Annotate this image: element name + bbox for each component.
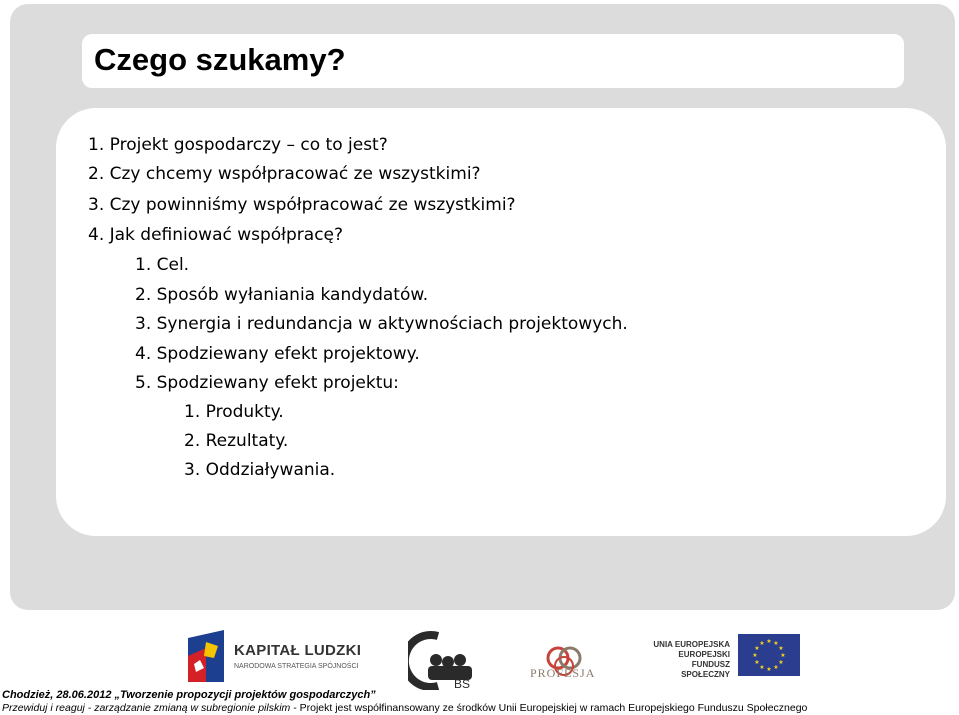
ue-label (648, 640, 730, 680)
footer-event-line: Chodzież, 28.06.2012 „Tworzenie propozycji projektów gospodarczych” (2, 689, 376, 701)
svg-text:★: ★ (754, 659, 760, 666)
kapital-ludzki-sub-label: NARODOWA STRATEGIA SPÓJNOŚCI (234, 663, 359, 670)
svg-text:★: ★ (773, 640, 779, 647)
list-item: 2. Czy chcemy współpracować ze wszystkimi? (88, 164, 481, 184)
list-item: 2. Rezultaty. (184, 431, 289, 451)
svg-text:★: ★ (778, 645, 784, 652)
profesja-logo-icon (536, 630, 596, 690)
slide-title: Czego szukamy? (94, 42, 346, 77)
ue-label-line2: EUROPEJSKI (678, 650, 730, 659)
svg-text:★: ★ (759, 640, 765, 647)
sponsor-logos (0, 620, 959, 690)
list-item: 2. Sposób wyłaniania kandydatów. (135, 285, 429, 305)
svg-text:★: ★ (766, 638, 772, 645)
footer-project-title: Przewiduj i reaguj - zarządzanie zmianą w subregionie pilskim (2, 702, 291, 714)
list-item: 4. Spodziewany efekt projektowy. (135, 344, 420, 364)
list-item: 4. Jak definiować współpracę? (88, 225, 344, 245)
svg-text:★: ★ (778, 659, 784, 666)
list-item: 3. Czy powinniśmy współpracować ze wszystkimi? (88, 195, 516, 215)
footer-project-funding: - Projekt jest współfinansowany ze środków Unii Europejskiej w ramach Europejskiego Funduszu Społecznego (290, 702, 808, 714)
svg-text:★: ★ (766, 666, 772, 673)
cbs-logo-icon (408, 630, 478, 690)
profesja-label: PROFESJA (530, 666, 596, 680)
ue-label-line1: UNIA EUROPEJSKA (653, 640, 730, 649)
list-item: 1. Produkty. (184, 402, 284, 422)
svg-text:★: ★ (752, 652, 758, 659)
footer-project-line (2, 702, 807, 714)
ue-label-line3: FUNDUSZ SPOŁECZNY (681, 660, 730, 679)
cbs-label: BS (454, 677, 471, 690)
list-item: 1. Projekt gospodarczy – co to jest? (88, 135, 388, 155)
list-item: 5. Spodziewany efekt projektu: (135, 373, 399, 393)
kapital-ludzki-label: KAPITAŁ LUDZKI (234, 642, 362, 659)
list-item: 3. Synergia i redundancja w aktywnościach projektowych. (135, 314, 628, 334)
eu-flag-icon (738, 634, 800, 676)
svg-text:★: ★ (754, 645, 760, 652)
list-item: 3. Oddziaływania. (184, 460, 336, 480)
list-item: 1. Cel. (135, 255, 190, 275)
kapital-ludzki-logo-icon (186, 628, 226, 684)
svg-text:★: ★ (759, 664, 765, 671)
svg-text:★: ★ (773, 664, 779, 671)
svg-text:★: ★ (780, 652, 786, 659)
